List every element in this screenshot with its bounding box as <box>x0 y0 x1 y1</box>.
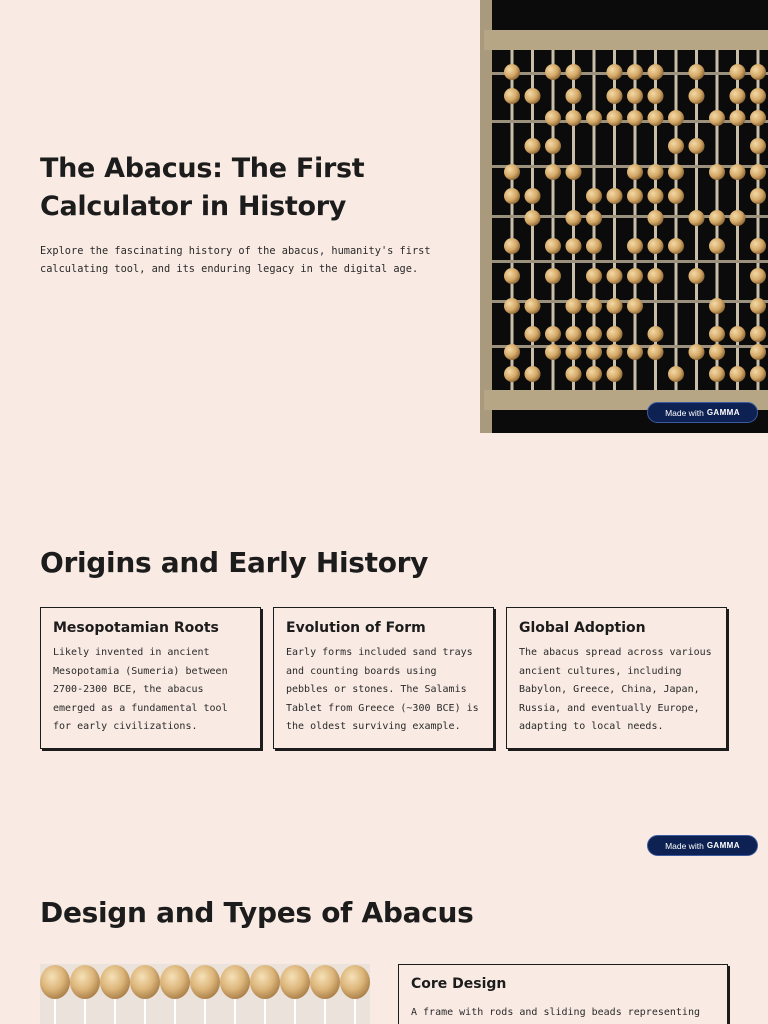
bead <box>504 268 520 284</box>
bead <box>648 326 664 342</box>
bead <box>648 344 664 360</box>
bead <box>504 64 520 80</box>
bead <box>730 326 746 342</box>
bead <box>525 88 541 104</box>
card-core-design <box>398 964 728 1024</box>
bead <box>586 188 602 204</box>
card-title: Core Design <box>411 976 507 992</box>
card-body: Early forms included sand trays and counting boards using pebbles or stones. The Salamis Tablet from Greece (~300 BCE) is the oldest surviving example. <box>286 647 479 732</box>
bead <box>40 965 70 999</box>
bead <box>730 110 746 126</box>
bead <box>627 298 643 314</box>
badge-prefix: Made with <box>665 840 704 851</box>
design-section-title: Design and Types of Abacus <box>40 896 474 929</box>
bead <box>160 965 190 999</box>
frame-top <box>484 30 768 50</box>
bead <box>689 268 705 284</box>
bead <box>250 965 280 999</box>
bead <box>668 188 684 204</box>
bead <box>607 188 623 204</box>
bead <box>709 110 725 126</box>
bead <box>586 298 602 314</box>
bead <box>566 88 582 104</box>
bead <box>545 344 561 360</box>
bead <box>750 344 766 360</box>
bead <box>545 110 561 126</box>
bead <box>689 88 705 104</box>
bead <box>566 366 582 382</box>
card-title: Mesopotamian Roots <box>53 620 219 636</box>
bead <box>668 238 684 254</box>
hero-title: The Abacus: The First Calculator in History <box>40 153 365 222</box>
frame-left <box>480 0 492 433</box>
bead <box>689 138 705 154</box>
bead <box>566 64 582 80</box>
bead <box>730 88 746 104</box>
bar <box>492 260 768 263</box>
hero-subtitle: Explore the fascinating history of the abacus, humanity's first calculating tool, and its enduring legacy in the digital age. <box>40 245 431 275</box>
bead <box>586 110 602 126</box>
bead <box>586 344 602 360</box>
bead <box>525 138 541 154</box>
bead <box>750 268 766 284</box>
bead <box>607 298 623 314</box>
bead <box>689 64 705 80</box>
bead <box>586 268 602 284</box>
bead <box>525 366 541 382</box>
bead <box>627 238 643 254</box>
bead <box>545 268 561 284</box>
bead <box>730 64 746 80</box>
bead <box>504 238 520 254</box>
bead <box>130 965 160 999</box>
card-title: Global Adoption <box>519 620 646 636</box>
bead <box>627 110 643 126</box>
bead <box>709 344 725 360</box>
bead <box>648 238 664 254</box>
bead <box>504 88 520 104</box>
origins-section-title: Origins and Early History <box>40 546 429 579</box>
bead <box>750 138 766 154</box>
bead <box>750 164 766 180</box>
bead <box>607 110 623 126</box>
bead <box>750 188 766 204</box>
beads-illustration <box>40 964 370 1024</box>
bead <box>607 366 623 382</box>
bead <box>668 164 684 180</box>
bead <box>545 64 561 80</box>
bead <box>586 326 602 342</box>
bead <box>545 138 561 154</box>
bead <box>190 965 220 999</box>
bead <box>730 164 746 180</box>
made-with-gamma-badge[interactable] <box>647 402 758 423</box>
bead <box>310 965 340 999</box>
card-body: Likely invented in ancient Mesopotamia (Sumeria) between 2700-2300 BCE, the abacus emerged as a fundamental tool for early civilizations. <box>53 647 228 732</box>
bead <box>750 238 766 254</box>
bead <box>504 366 520 382</box>
card-title: Evolution of Form <box>286 620 426 636</box>
bead <box>709 298 725 314</box>
bead <box>566 238 582 254</box>
bead <box>566 110 582 126</box>
bead <box>709 326 725 342</box>
card-evolution-of-form <box>273 607 494 749</box>
bead <box>220 965 250 999</box>
bead <box>566 210 582 226</box>
rod <box>675 50 678 390</box>
bead <box>627 344 643 360</box>
bead <box>648 88 664 104</box>
card-body: The abacus spread across various ancient cultures, including Babylon, Greece, China, Japan, Russia, and eventually Europe, adapting to local needs. <box>519 647 712 732</box>
card-mesopotamian-roots <box>40 607 261 749</box>
bead <box>607 88 623 104</box>
bead <box>750 298 766 314</box>
bead <box>70 965 100 999</box>
beads-closeup-image <box>40 964 370 1024</box>
bead <box>689 210 705 226</box>
bead <box>730 366 746 382</box>
bead <box>648 64 664 80</box>
bead <box>525 210 541 226</box>
bead <box>586 210 602 226</box>
bead <box>525 298 541 314</box>
bead <box>668 110 684 126</box>
bead <box>607 344 623 360</box>
bead <box>280 965 310 999</box>
bead <box>566 298 582 314</box>
card-global-adoption <box>506 607 727 749</box>
bead <box>648 164 664 180</box>
bead <box>627 268 643 284</box>
bead <box>648 210 664 226</box>
abacus-hero-image <box>480 0 768 433</box>
bead <box>545 238 561 254</box>
abacus-illustration <box>480 0 768 433</box>
bead <box>586 238 602 254</box>
bead <box>607 326 623 342</box>
bead <box>668 138 684 154</box>
bead <box>525 326 541 342</box>
bead <box>750 64 766 80</box>
bead <box>627 164 643 180</box>
bead <box>709 210 725 226</box>
bead <box>627 88 643 104</box>
bead <box>504 298 520 314</box>
bead <box>648 188 664 204</box>
bead <box>607 268 623 284</box>
bead <box>545 164 561 180</box>
bead <box>668 366 684 382</box>
bead <box>627 188 643 204</box>
bead <box>750 110 766 126</box>
bead <box>627 64 643 80</box>
bead <box>689 344 705 360</box>
bead <box>566 344 582 360</box>
bead <box>709 238 725 254</box>
bead <box>504 344 520 360</box>
bead <box>340 965 370 999</box>
badge-brand: GAMMA <box>706 841 740 850</box>
badge-prefix: Made with <box>665 407 704 418</box>
bead <box>730 210 746 226</box>
card-body: A frame with rods and sliding beads representing <box>411 1007 700 1018</box>
bead <box>750 366 766 382</box>
made-with-gamma-badge[interactable] <box>647 835 758 856</box>
bead <box>586 366 602 382</box>
bead <box>709 164 725 180</box>
bead <box>100 965 130 999</box>
bead <box>648 110 664 126</box>
bead <box>648 268 664 284</box>
bead <box>750 88 766 104</box>
bead <box>607 64 623 80</box>
bead <box>504 164 520 180</box>
bead <box>566 164 582 180</box>
bead <box>545 326 561 342</box>
bead <box>566 326 582 342</box>
badge-brand: GAMMA <box>706 408 740 417</box>
bead <box>504 188 520 204</box>
bead <box>709 366 725 382</box>
bead <box>750 326 766 342</box>
bead <box>525 188 541 204</box>
